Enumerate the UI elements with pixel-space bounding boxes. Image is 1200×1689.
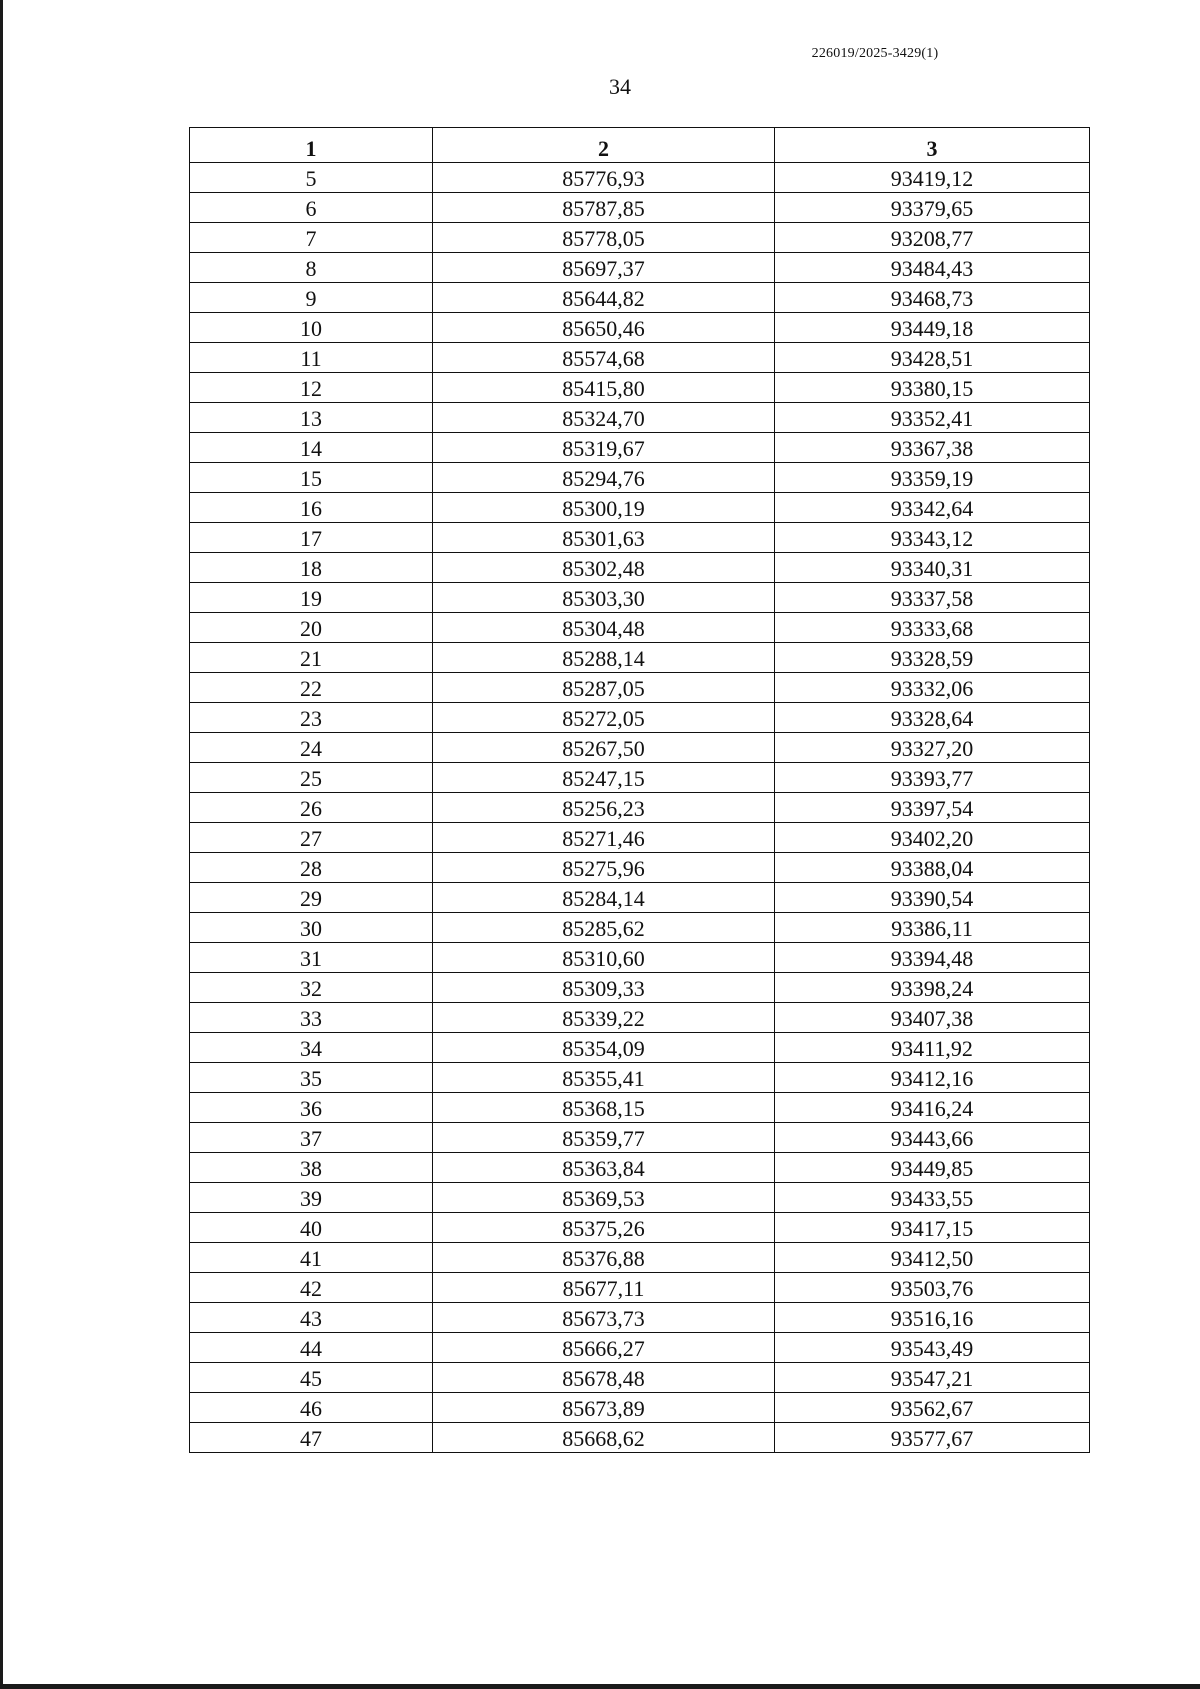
y-coordinate-cell: 93343,12 xyxy=(775,523,1090,553)
scan-edge-bottom xyxy=(0,1684,1200,1689)
table-row xyxy=(190,613,1090,643)
x-coordinate-cell: 85376,88 xyxy=(433,1243,775,1273)
y-coordinate-cell: 93332,06 xyxy=(775,673,1090,703)
x-coordinate-cell: 85650,46 xyxy=(433,313,775,343)
y-coordinate-cell: 93386,11 xyxy=(775,913,1090,943)
table-row xyxy=(190,943,1090,973)
y-coordinate-cell: 93419,12 xyxy=(775,163,1090,193)
x-coordinate-cell: 85275,96 xyxy=(433,853,775,883)
column-header-3: 3 xyxy=(775,128,1090,163)
table-row xyxy=(190,1213,1090,1243)
x-coordinate-cell: 85673,73 xyxy=(433,1303,775,1333)
y-coordinate-cell: 93388,04 xyxy=(775,853,1090,883)
y-coordinate-cell: 93417,15 xyxy=(775,1213,1090,1243)
table-row xyxy=(190,553,1090,583)
table-row xyxy=(190,253,1090,283)
y-coordinate-cell: 93411,92 xyxy=(775,1033,1090,1063)
table-body xyxy=(190,163,1090,1453)
y-coordinate-cell: 93327,20 xyxy=(775,733,1090,763)
point-number-cell: 35 xyxy=(190,1063,433,1093)
x-coordinate-cell: 85304,48 xyxy=(433,613,775,643)
table-row xyxy=(190,1273,1090,1303)
y-coordinate-cell: 93340,31 xyxy=(775,553,1090,583)
point-number-cell: 33 xyxy=(190,1003,433,1033)
x-coordinate-cell: 85303,30 xyxy=(433,583,775,613)
table-row xyxy=(190,1243,1090,1273)
y-coordinate-cell: 93516,16 xyxy=(775,1303,1090,1333)
table-row xyxy=(190,763,1090,793)
y-coordinate-cell: 93337,58 xyxy=(775,583,1090,613)
x-coordinate-cell: 85247,15 xyxy=(433,763,775,793)
x-coordinate-cell: 85302,48 xyxy=(433,553,775,583)
y-coordinate-cell: 93428,51 xyxy=(775,343,1090,373)
table-header-row xyxy=(190,128,1090,163)
point-number-cell: 15 xyxy=(190,463,433,493)
y-coordinate-cell: 93503,76 xyxy=(775,1273,1090,1303)
x-coordinate-cell: 85354,09 xyxy=(433,1033,775,1063)
table-row xyxy=(190,853,1090,883)
y-coordinate-cell: 93367,38 xyxy=(775,433,1090,463)
document-reference: 226019/2025-3429(1) xyxy=(811,46,939,61)
table-row xyxy=(190,1363,1090,1393)
x-coordinate-cell: 85288,14 xyxy=(433,643,775,673)
table-row xyxy=(190,1393,1090,1423)
scan-edge-left xyxy=(0,0,3,1689)
table-row xyxy=(190,193,1090,223)
table-row xyxy=(190,1093,1090,1123)
point-number-cell: 24 xyxy=(190,733,433,763)
point-number-cell: 18 xyxy=(190,553,433,583)
table-row xyxy=(190,493,1090,523)
point-number-cell: 31 xyxy=(190,943,433,973)
point-number-cell: 47 xyxy=(190,1423,433,1453)
x-coordinate-cell: 85677,11 xyxy=(433,1273,775,1303)
point-number-cell: 20 xyxy=(190,613,433,643)
point-number-cell: 27 xyxy=(190,823,433,853)
y-coordinate-cell: 93390,54 xyxy=(775,883,1090,913)
x-coordinate-cell: 85668,62 xyxy=(433,1423,775,1453)
table-row xyxy=(190,1153,1090,1183)
point-number-cell: 29 xyxy=(190,883,433,913)
table-row xyxy=(190,823,1090,853)
table-row xyxy=(190,673,1090,703)
y-coordinate-cell: 93380,15 xyxy=(775,373,1090,403)
y-coordinate-cell: 93398,24 xyxy=(775,973,1090,1003)
y-coordinate-cell: 93208,77 xyxy=(775,223,1090,253)
y-coordinate-cell: 93342,64 xyxy=(775,493,1090,523)
x-coordinate-cell: 85339,22 xyxy=(433,1003,775,1033)
x-coordinate-cell: 85644,82 xyxy=(433,283,775,313)
x-coordinate-cell: 85368,15 xyxy=(433,1093,775,1123)
table-row xyxy=(190,403,1090,433)
y-coordinate-cell: 93412,50 xyxy=(775,1243,1090,1273)
x-coordinate-cell: 85666,27 xyxy=(433,1333,775,1363)
point-number-cell: 34 xyxy=(190,1033,433,1063)
y-coordinate-cell: 93352,41 xyxy=(775,403,1090,433)
point-number-cell: 43 xyxy=(190,1303,433,1333)
x-coordinate-cell: 85272,05 xyxy=(433,703,775,733)
x-coordinate-cell: 85787,85 xyxy=(433,193,775,223)
table-row xyxy=(190,343,1090,373)
y-coordinate-cell: 93394,48 xyxy=(775,943,1090,973)
point-number-cell: 22 xyxy=(190,673,433,703)
point-number-cell: 26 xyxy=(190,793,433,823)
table-row xyxy=(190,523,1090,553)
x-coordinate-cell: 85778,05 xyxy=(433,223,775,253)
point-number-cell: 7 xyxy=(190,223,433,253)
table-row xyxy=(190,433,1090,463)
table-row xyxy=(190,1183,1090,1213)
y-coordinate-cell: 93328,59 xyxy=(775,643,1090,673)
y-coordinate-cell: 93547,21 xyxy=(775,1363,1090,1393)
point-number-cell: 42 xyxy=(190,1273,433,1303)
x-coordinate-cell: 85673,89 xyxy=(433,1393,775,1423)
coordinates-table xyxy=(189,127,1090,1453)
table-row xyxy=(190,1333,1090,1363)
point-number-cell: 10 xyxy=(190,313,433,343)
y-coordinate-cell: 93562,67 xyxy=(775,1393,1090,1423)
table-row xyxy=(190,793,1090,823)
table-row xyxy=(190,973,1090,1003)
table-row xyxy=(190,883,1090,913)
table-row xyxy=(190,373,1090,403)
point-number-cell: 37 xyxy=(190,1123,433,1153)
x-coordinate-cell: 85319,67 xyxy=(433,433,775,463)
point-number-cell: 11 xyxy=(190,343,433,373)
table-row xyxy=(190,703,1090,733)
y-coordinate-cell: 93359,19 xyxy=(775,463,1090,493)
y-coordinate-cell: 93412,16 xyxy=(775,1063,1090,1093)
point-number-cell: 44 xyxy=(190,1333,433,1363)
x-coordinate-cell: 85574,68 xyxy=(433,343,775,373)
y-coordinate-cell: 93543,49 xyxy=(775,1333,1090,1363)
table-row xyxy=(190,223,1090,253)
table-row xyxy=(190,1423,1090,1453)
column-header-2: 2 xyxy=(433,128,775,163)
table-row xyxy=(190,283,1090,313)
x-coordinate-cell: 85776,93 xyxy=(433,163,775,193)
point-number-cell: 17 xyxy=(190,523,433,553)
y-coordinate-cell: 93416,24 xyxy=(775,1093,1090,1123)
point-number-cell: 38 xyxy=(190,1153,433,1183)
x-coordinate-cell: 85271,46 xyxy=(433,823,775,853)
x-coordinate-cell: 85375,26 xyxy=(433,1213,775,1243)
point-number-cell: 30 xyxy=(190,913,433,943)
y-coordinate-cell: 93333,68 xyxy=(775,613,1090,643)
x-coordinate-cell: 85285,62 xyxy=(433,913,775,943)
x-coordinate-cell: 85363,84 xyxy=(433,1153,775,1183)
point-number-cell: 13 xyxy=(190,403,433,433)
table-row xyxy=(190,1123,1090,1153)
point-number-cell: 12 xyxy=(190,373,433,403)
table-row xyxy=(190,163,1090,193)
y-coordinate-cell: 93379,65 xyxy=(775,193,1090,223)
x-coordinate-cell: 85310,60 xyxy=(433,943,775,973)
y-coordinate-cell: 93402,20 xyxy=(775,823,1090,853)
point-number-cell: 21 xyxy=(190,643,433,673)
table-row xyxy=(190,1033,1090,1063)
y-coordinate-cell: 93407,38 xyxy=(775,1003,1090,1033)
table-row xyxy=(190,913,1090,943)
table-row xyxy=(190,1063,1090,1093)
point-number-cell: 45 xyxy=(190,1363,433,1393)
y-coordinate-cell: 93433,55 xyxy=(775,1183,1090,1213)
table-row xyxy=(190,643,1090,673)
table-row xyxy=(190,583,1090,613)
column-header-1: 1 xyxy=(190,128,433,163)
point-number-cell: 8 xyxy=(190,253,433,283)
y-coordinate-cell: 93449,85 xyxy=(775,1153,1090,1183)
x-coordinate-cell: 85355,41 xyxy=(433,1063,775,1093)
table-row xyxy=(190,1303,1090,1333)
point-number-cell: 19 xyxy=(190,583,433,613)
point-number-cell: 46 xyxy=(190,1393,433,1423)
y-coordinate-cell: 93449,18 xyxy=(775,313,1090,343)
point-number-cell: 25 xyxy=(190,763,433,793)
point-number-cell: 36 xyxy=(190,1093,433,1123)
x-coordinate-cell: 85267,50 xyxy=(433,733,775,763)
point-number-cell: 39 xyxy=(190,1183,433,1213)
table-header xyxy=(190,128,1090,163)
point-number-cell: 40 xyxy=(190,1213,433,1243)
y-coordinate-cell: 93443,66 xyxy=(775,1123,1090,1153)
x-coordinate-cell: 85301,63 xyxy=(433,523,775,553)
point-number-cell: 41 xyxy=(190,1243,433,1273)
table-row xyxy=(190,313,1090,343)
x-coordinate-cell: 85309,33 xyxy=(433,973,775,1003)
x-coordinate-cell: 85359,77 xyxy=(433,1123,775,1153)
y-coordinate-cell: 93577,67 xyxy=(775,1423,1090,1453)
point-number-cell: 28 xyxy=(190,853,433,883)
point-number-cell: 9 xyxy=(190,283,433,313)
y-coordinate-cell: 93484,43 xyxy=(775,253,1090,283)
table-row xyxy=(190,733,1090,763)
x-coordinate-cell: 85287,05 xyxy=(433,673,775,703)
y-coordinate-cell: 93328,64 xyxy=(775,703,1090,733)
y-coordinate-cell: 93393,77 xyxy=(775,763,1090,793)
page-number: 34 xyxy=(609,74,631,99)
point-number-cell: 5 xyxy=(190,163,433,193)
point-number-cell: 32 xyxy=(190,973,433,1003)
x-coordinate-cell: 85697,37 xyxy=(433,253,775,283)
x-coordinate-cell: 85369,53 xyxy=(433,1183,775,1213)
point-number-cell: 6 xyxy=(190,193,433,223)
x-coordinate-cell: 85678,48 xyxy=(433,1363,775,1393)
point-number-cell: 23 xyxy=(190,703,433,733)
y-coordinate-cell: 93397,54 xyxy=(775,793,1090,823)
x-coordinate-cell: 85284,14 xyxy=(433,883,775,913)
y-coordinate-cell: 93468,73 xyxy=(775,283,1090,313)
x-coordinate-cell: 85415,80 xyxy=(433,373,775,403)
table-row xyxy=(190,1003,1090,1033)
point-number-cell: 16 xyxy=(190,493,433,523)
x-coordinate-cell: 85256,23 xyxy=(433,793,775,823)
point-number-cell: 14 xyxy=(190,433,433,463)
x-coordinate-cell: 85300,19 xyxy=(433,493,775,523)
x-coordinate-cell: 85324,70 xyxy=(433,403,775,433)
table-row xyxy=(190,463,1090,493)
x-coordinate-cell: 85294,76 xyxy=(433,463,775,493)
